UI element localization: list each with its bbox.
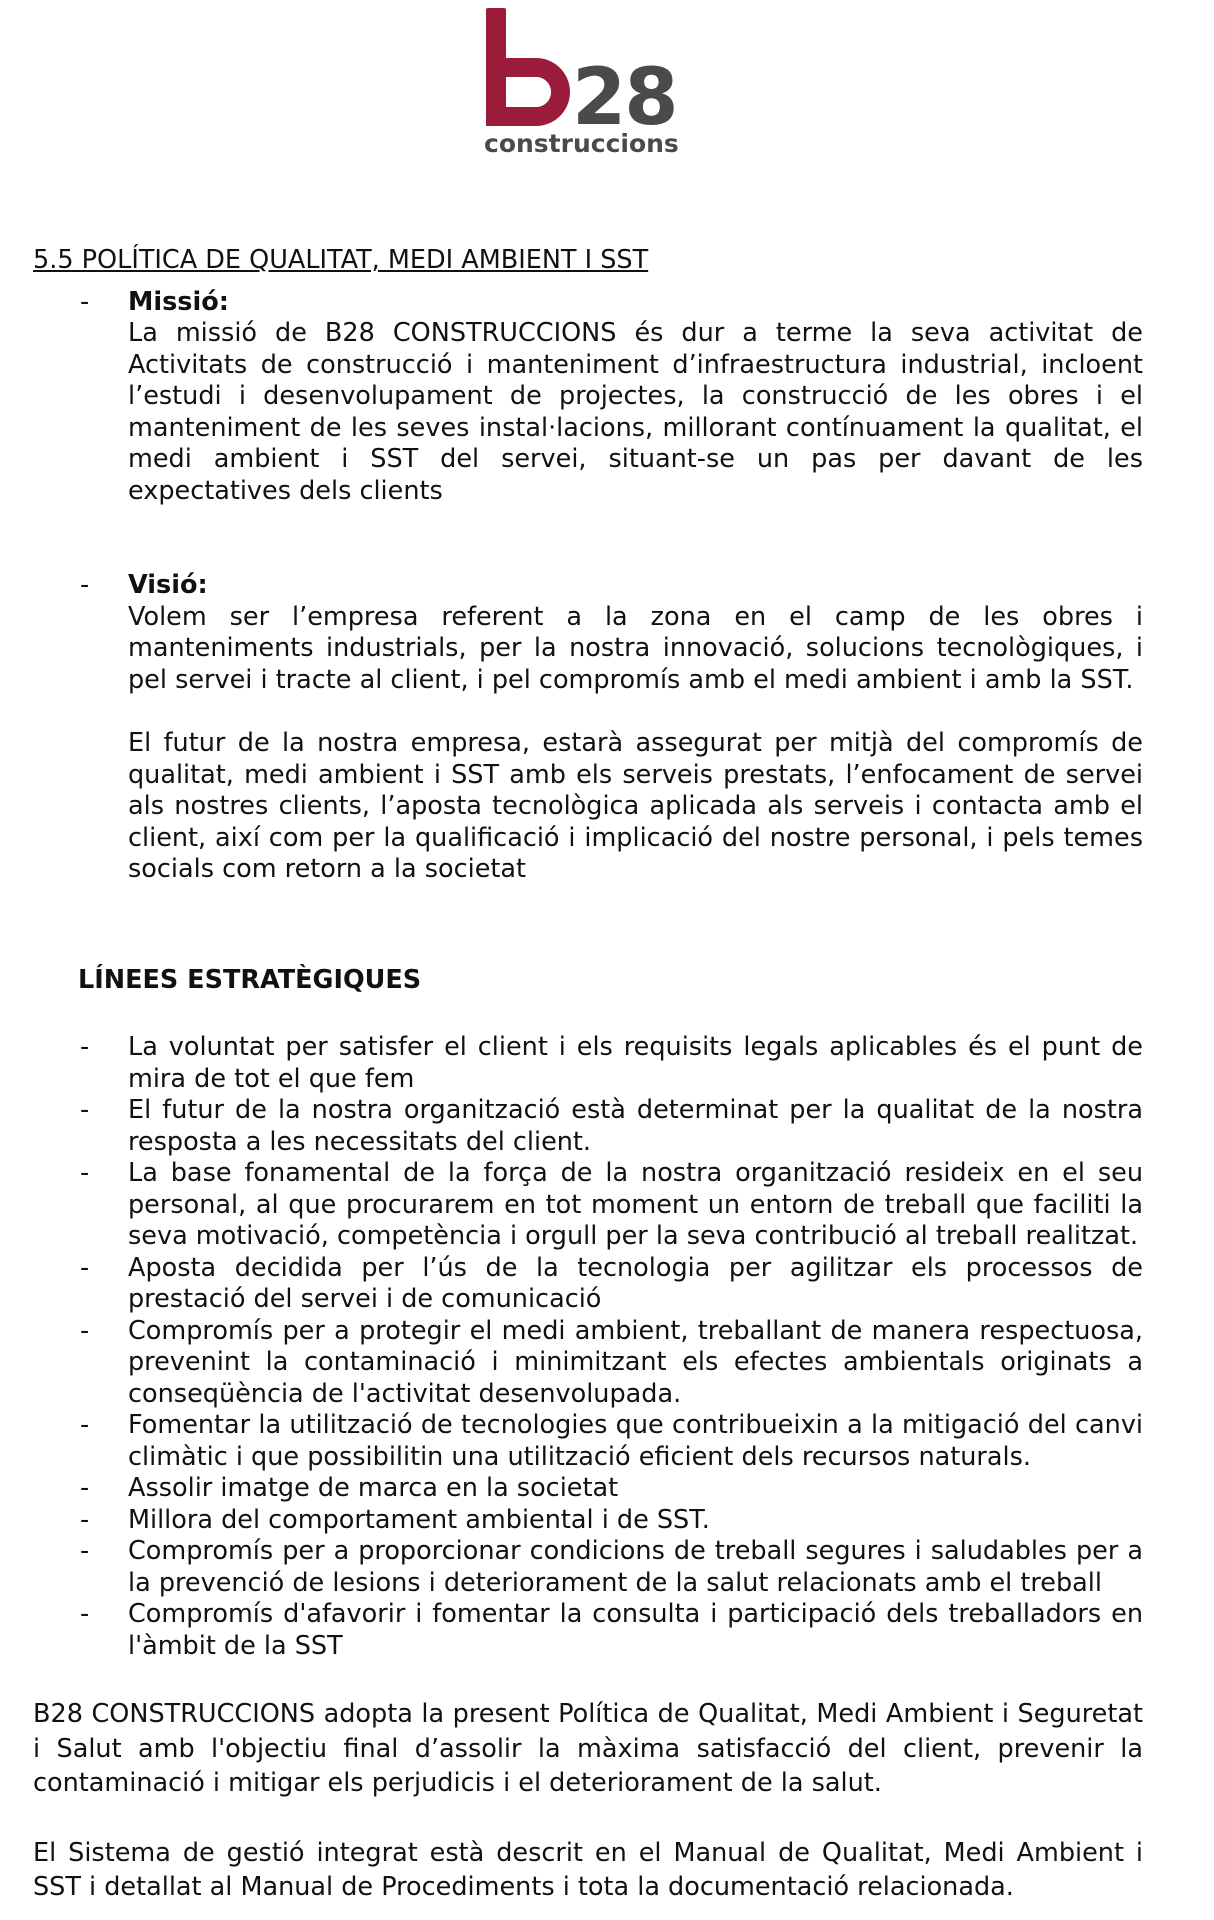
list-item-text: Compromís d'afavorir i fomentar la consulta i participació dels treballadors en l'àmbit de la SST: [128, 1599, 1143, 1661]
bullet-dash: -: [80, 1252, 90, 1283]
list-item: [33, 1536, 1143, 1599]
mission-text: La missió de B28 CONSTRUCCIONS és dur a terme la seva activitat de Activitats de construcció i manteniment d’infraestructura industrial, incloent l’estudi i desenvolupament de projectes, la construcció de les obres i el manteniment de les seves instal·lacions, millorant contínuament la qualitat, el medi ambient i SST del servei, situant-se un pas per davant de les expectatives dels clients: [128, 318, 1143, 506]
list-item: [33, 1032, 1143, 1095]
bullet-dash: -: [80, 1410, 90, 1440]
list-item: [33, 1316, 1143, 1411]
list-item: [33, 1095, 1143, 1158]
list-item-text: Aposta decidida per l’ús de la tecnologia per agilitzar els processos de prestació del servei i de comunicació: [128, 1252, 1143, 1314]
list-item: [33, 1473, 1143, 1505]
bullet-dash: -: [80, 1473, 90, 1503]
vision-block: [33, 570, 1143, 886]
bullet-dash: -: [80, 1315, 90, 1346]
list-item-text: El futur de la nostra organització està determinat per la qualitat de la nostra resposta a les necessitats del client.: [128, 1095, 1143, 1157]
list-item: [33, 1505, 1143, 1537]
strategic-lines-list: [33, 1032, 1143, 1662]
policy-content: [33, 245, 1143, 1905]
bullet-dash: -: [80, 1158, 90, 1188]
list-item-text: La voluntat per satisfer el client i els requisits legals aplicables és el punt de mira de tot el que fem: [128, 1032, 1143, 1094]
b28-construccions-logo: [480, 6, 690, 156]
list-item: [33, 1158, 1143, 1253]
list-item-text: Compromís per a proporcionar condicions de treball segures i saludables per a la prevenció de lesions i deteriorament de la salut relacionats amb el treball: [128, 1536, 1143, 1598]
section-title: 5.5 POLÍTICA DE QUALITAT, MEDI AMBIENT I SST: [33, 245, 649, 275]
vision-text-2: El futur de la nostra empresa, estarà assegurat per mitjà del compromís de qualitat, medi ambient i SST amb els serveis prestats, l’enfocament de servei als nostres clients, l’aposta tecnològica aplicada als serveis i contacta amb el client, així com per la qualificació i implicació del nostre personal, i pels temes socials com retorn a la societat: [128, 728, 1143, 884]
bullet-dash: -: [80, 570, 90, 600]
bullet-dash: -: [80, 1599, 90, 1629]
bullet-dash: -: [80, 1095, 90, 1125]
list-item-text: Millora del comportament ambiental i de SST.: [128, 1504, 710, 1535]
bullet-dash: -: [80, 1504, 90, 1535]
list-item: [33, 1599, 1143, 1662]
logo-digits: 28: [572, 53, 677, 143]
vision-heading: Visió:: [128, 570, 208, 600]
strategic-lines-heading: LÍNEES ESTRATÈGIQUES: [78, 964, 422, 995]
bullet-dash: -: [80, 286, 90, 317]
mission-heading: Missió:: [128, 286, 229, 317]
bullet-dash: -: [80, 1536, 90, 1566]
list-item: [33, 1410, 1143, 1473]
logo-subtitle: construccions: [484, 129, 679, 156]
mission-block: [33, 287, 1143, 508]
closing-paragraph-1: B28 CONSTRUCCIONS adopta la present Política de Qualitat, Medi Ambient i Seguretat i Salut amb l'objectiu final d’assolir la màxima satisfacció del client, prevenir la contaminació i mitigar els perjudicis i el deteriorament de la salut.: [33, 1699, 1143, 1798]
list-item-text: Assolir imatge de marca en la societat: [128, 1473, 619, 1503]
list-item-text: Fomentar la utilització de tecnologies que contribueixin a la mitigació del canvi climàtic i que possibilitin una utilització eficient dels recursos naturals.: [128, 1410, 1143, 1472]
list-item-text: La base fonamental de la força de la nostra organització resideix en el seu personal, al que procurarem en tot moment un entorn de treball que faciliti la seva motivació, competència i orgull per la seva contribució al treball realitzat.: [128, 1158, 1143, 1251]
bullet-dash: -: [80, 1032, 90, 1062]
list-item: [33, 1253, 1143, 1316]
closing-paragraph-2: El Sistema de gestió integrat està descrit en el Manual de Qualitat, Medi Ambient i SST i detallat al Manual de Procediments i tota la documentació relacionada.: [33, 1837, 1143, 1902]
list-item-text: Compromís per a protegir el medi ambient, treballant de manera respectuosa, prevenint la contaminació i minimitzant els efectes ambientals originats a conseqüència de l'activitat desenvolupada.: [128, 1315, 1143, 1409]
vision-text-1: Volem ser l’empresa referent a la zona en el camp de les obres i manteniments industrials, per la nostra innovació, solucions tecnològiques, i pel servei i tracte al client, i pel compromís amb el medi ambient i amb la SST.: [128, 601, 1143, 695]
